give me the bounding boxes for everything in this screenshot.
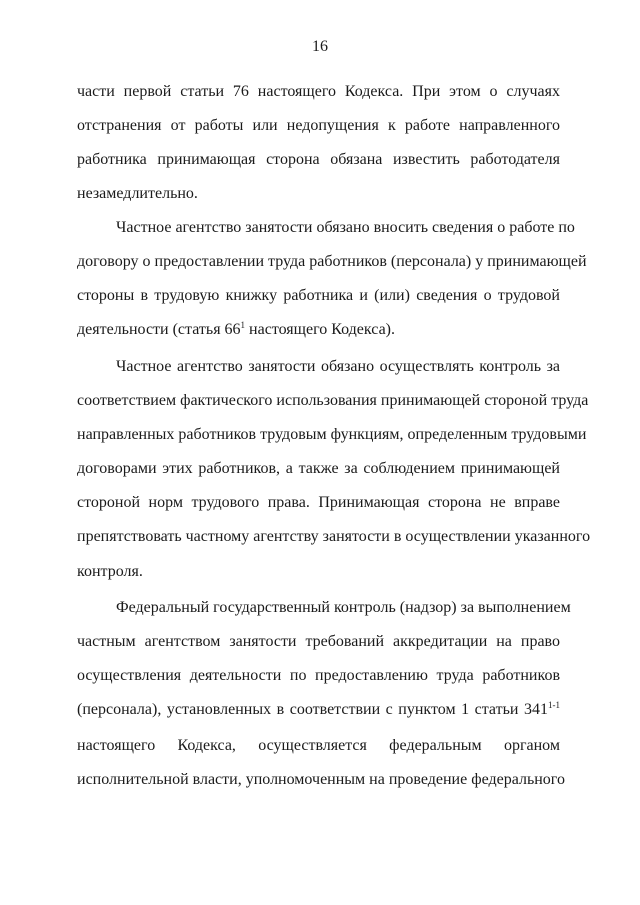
- text-line: работника принимающая сторона обязана известить работодателя: [77, 151, 560, 168]
- text-line: договорами этих работников, а также за соблюдением принимающей: [77, 460, 560, 477]
- text-line: препятствовать частному агентству занятости в осуществлении указанного: [77, 528, 591, 545]
- paragraph-first-line: Частное агентство занятости обязано вносить сведения о работе по: [116, 219, 575, 236]
- line-text: настоящего Кодекса).: [245, 321, 395, 338]
- text-line: частным агентством занятости требований аккредитации на право: [77, 633, 560, 650]
- text-line: исполнительной власти, уполномоченным на проведение федерального: [77, 771, 565, 788]
- text-line: стороной норм трудового права. Принимающая сторона не вправе: [77, 494, 560, 511]
- line-text: (персонала), установленных в соответствии с пунктом 1 статьи 341: [77, 701, 548, 718]
- text-line: [77, 700, 560, 720]
- text-line: [77, 320, 560, 340]
- text-line: незамедлительно.: [77, 185, 198, 202]
- text-line: договору о предоставлении труда работников (персонала) у принимающей: [77, 253, 587, 270]
- text-line: контроля.: [77, 563, 143, 580]
- text-line: настоящего Кодекса, осуществляется федеральным органом: [77, 737, 560, 754]
- superscript: 1-1: [548, 700, 560, 710]
- line-text: деятельности (статья 66: [77, 321, 241, 338]
- paragraph-first-line: Частное агентство занятости обязано осуществлять контроль за: [116, 358, 560, 375]
- text-line: осуществления деятельности по предоставлению труда работников: [77, 667, 560, 684]
- text-line: направленных работников трудовым функциям, определенным трудовыми: [77, 426, 587, 443]
- superscript: 1: [240, 320, 246, 330]
- page-number: 16: [312, 38, 328, 55]
- text-line: части первой статьи 76 настоящего Кодекса. При этом о случаях: [77, 83, 560, 100]
- paragraph-first-line: Федеральный государственный контроль (надзор) за выполнением: [116, 599, 571, 616]
- text-line: стороны в трудовую книжку работника и (или) сведения о трудовой: [77, 287, 560, 304]
- text-line: отстранения от работы или недопущения к работе направленного: [77, 117, 560, 134]
- text-line: соответствием фактического использования принимающей стороной труда: [77, 392, 589, 409]
